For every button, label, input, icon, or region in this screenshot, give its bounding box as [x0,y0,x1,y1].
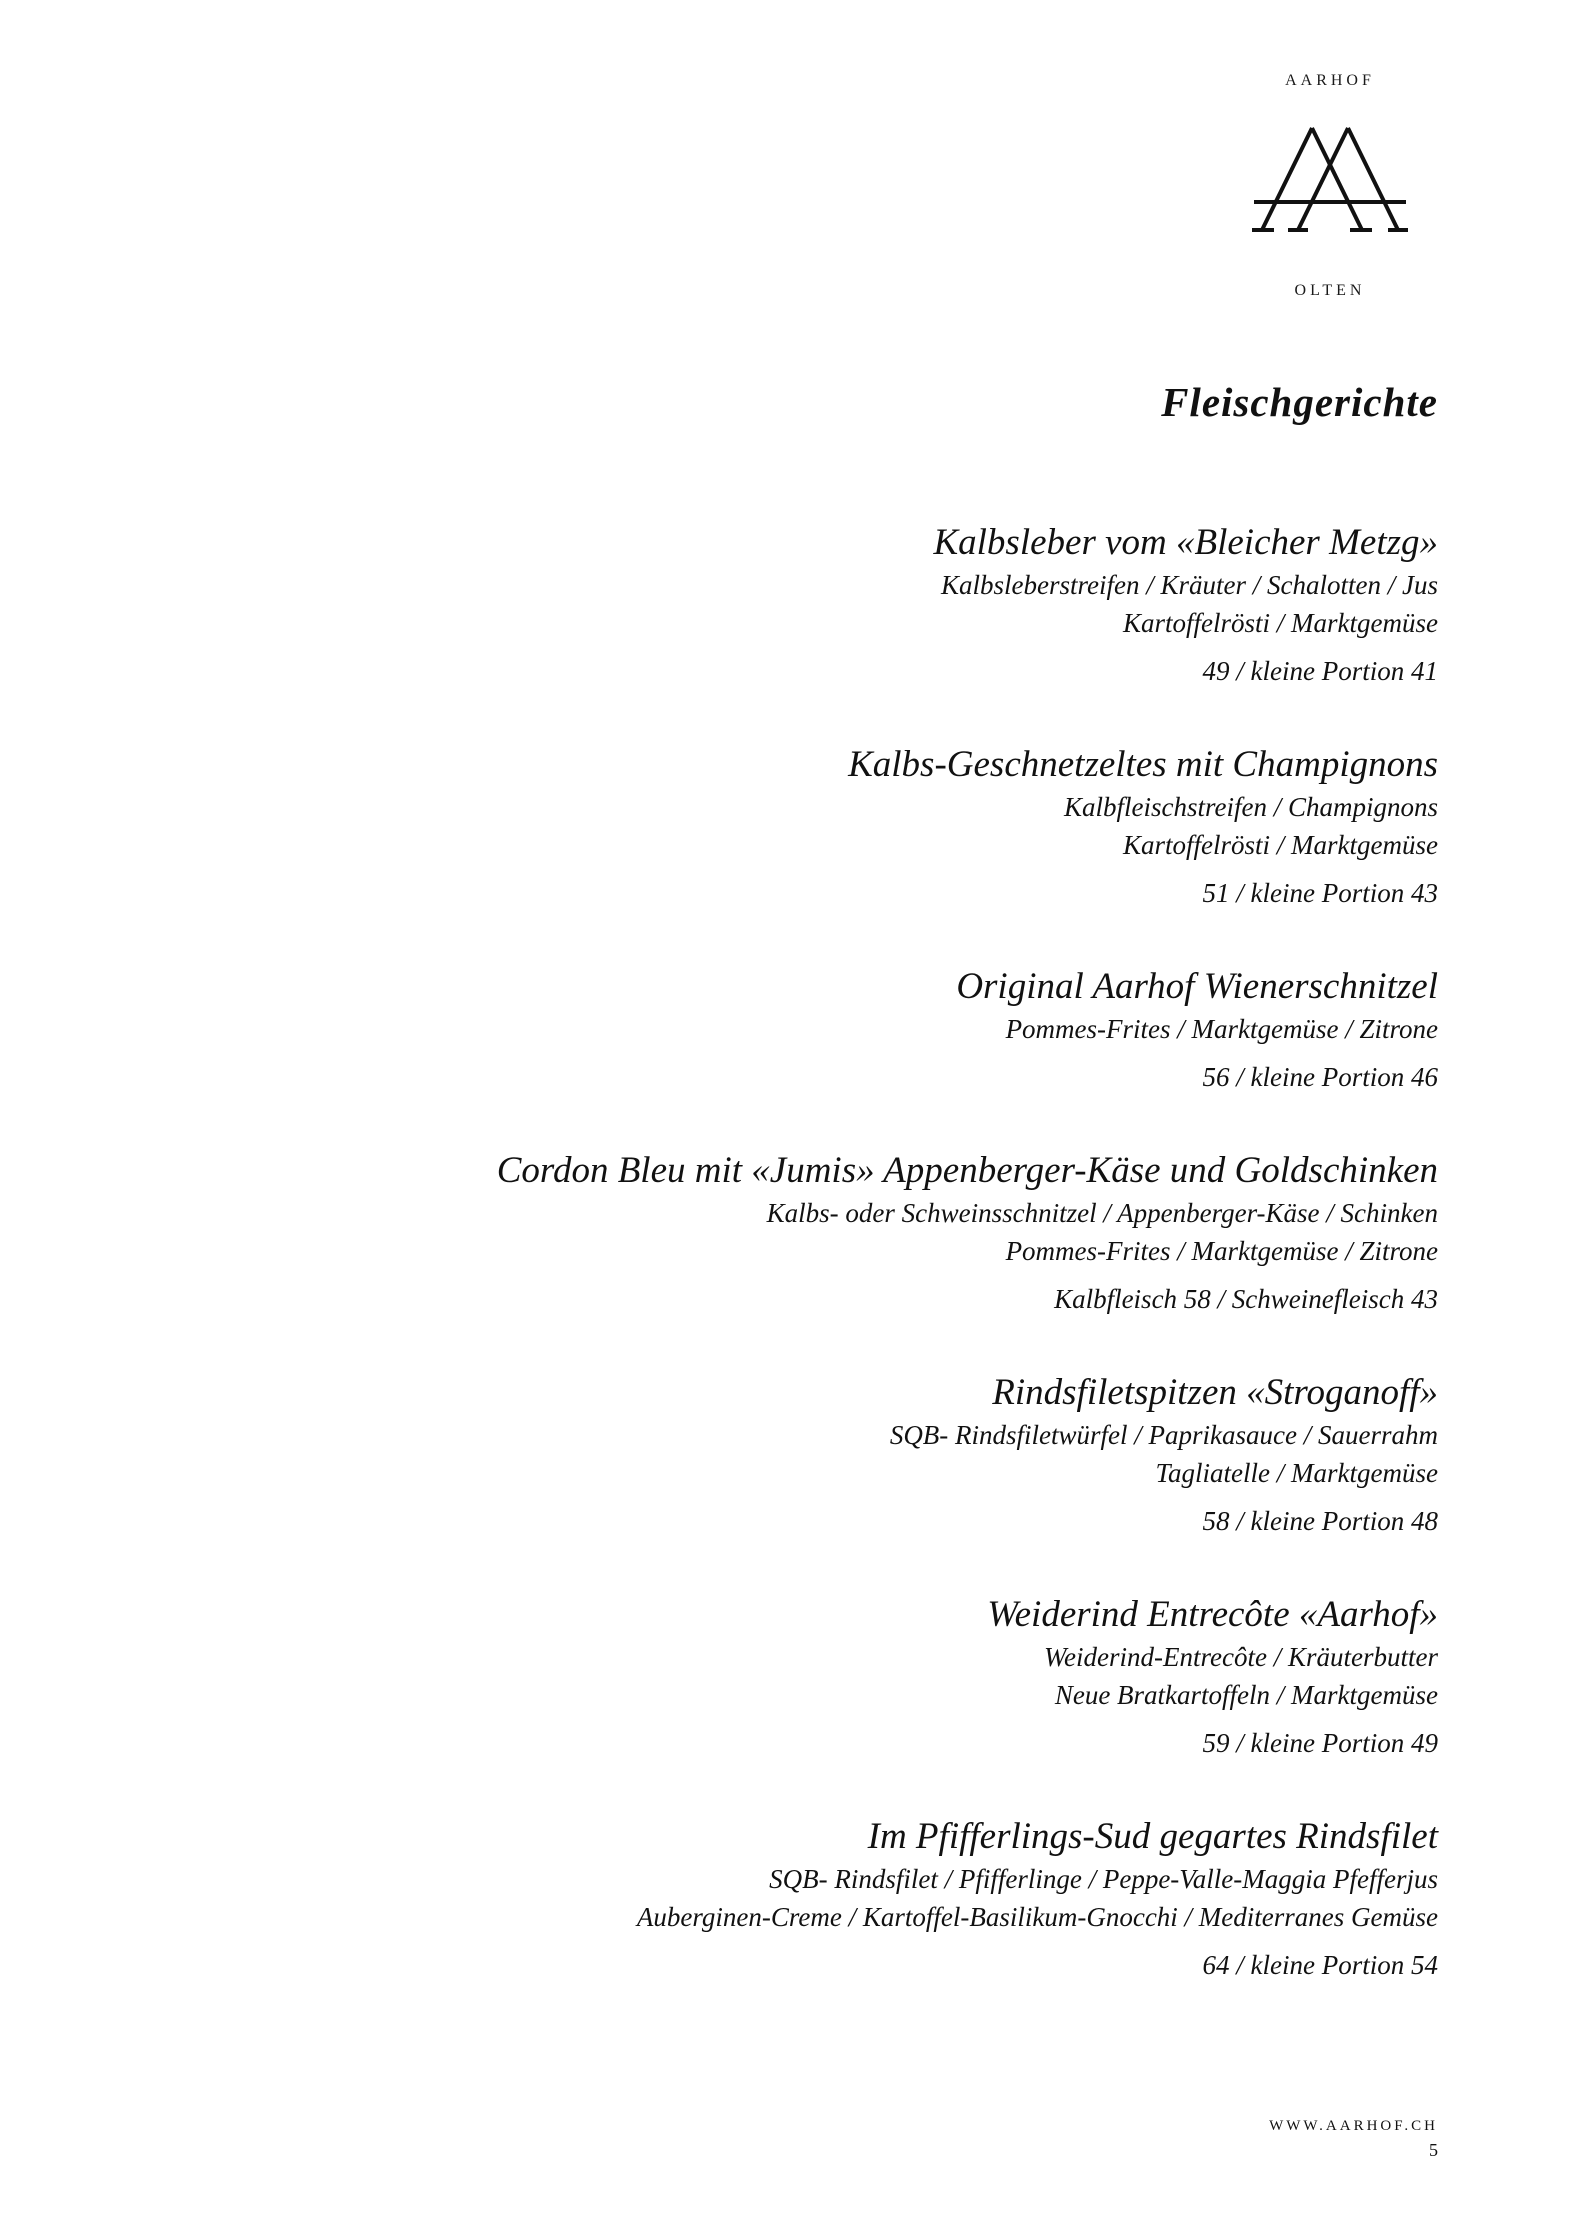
dish-price: 51 / kleine Portion 43 [1202,878,1438,908]
menu-list [138,520,1438,2036]
aarhof-monogram-icon [1250,120,1410,240]
dish-price: 56 / kleine Portion 46 [1202,1062,1438,1092]
dish-description: Kartoffelrösti / Marktgemüse [1123,830,1438,860]
menu-item [138,1370,1438,1540]
menu-item [138,742,1438,912]
dish-description: SQB- Rindsfilet / Pfifferlinge / Peppe-Valle-Maggia Pfefferjus [769,1864,1438,1894]
dish-price: Kalbfleisch 58 / Schweinefleisch 43 [1054,1284,1438,1314]
dish-description: SQB- Rindsfiletwürfel / Paprikasauce / Sauerrahm [889,1420,1438,1450]
dish-name: Cordon Bleu mit «Jumis» Appenberger-Käse und Goldschinken [496,1150,1438,1191]
dish-price: 58 / kleine Portion 48 [1202,1506,1438,1536]
brand-name: AARHOF [1285,72,1375,89]
footer-website-link[interactable]: WWW.AARHOF.CH [1269,2118,1438,2134]
dish-price: 49 / kleine Portion 41 [1202,656,1438,686]
dish-description: Neue Bratkartoffeln / Marktgemüse [1054,1680,1438,1710]
brand-city: OLTEN [1294,282,1366,299]
dish-price: 59 / kleine Portion 49 [1202,1728,1438,1758]
dish-name: Weiderind Entrecôte «Aarhof» [987,1594,1438,1635]
page-title: Fleischgerichte [1161,379,1438,425]
menu-item [138,1148,1438,1318]
dish-name: Original Aarhof Wienerschnitzel [956,966,1438,1007]
dish-description: Kartoffelrösti / Marktgemüse [1123,608,1438,638]
dish-price: 64 / kleine Portion 54 [1202,1950,1438,1980]
dish-name: Kalbs-Geschnetzeltes mit Champignons [848,744,1438,785]
dish-description: Pommes-Frites / Marktgemüse / Zitrone [1005,1014,1438,1044]
menu-item [138,1814,1438,1984]
dish-description: Weiderind-Entrecôte / Kräuterbutter [1044,1642,1438,1672]
menu-item [138,964,1438,1096]
menu-item [138,520,1438,690]
dish-description: Auberginen-Creme / Kartoffel-Basilikum-Gnocchi / Mediterranes Gemüse [636,1902,1438,1932]
dish-description: Kalbs- oder Schweinsschnitzel / Appenberger-Käse / Schinken [766,1198,1438,1228]
dish-name: Im Pfifferlings-Sud gegartes Rindsfilet [867,1816,1438,1857]
dish-name: Kalbsleber vom «Bleicher Metzg» [933,522,1438,563]
page-number: 5 [1429,2140,1438,2160]
dish-name: Rindsfiletspitzen «Stroganoff» [992,1372,1438,1413]
dish-description: Tagliatelle / Marktgemüse [1155,1458,1438,1488]
dish-description: Kalbfleischstreifen / Champignons [1064,792,1438,822]
brand-logo [1240,60,1420,310]
menu-item [138,1592,1438,1762]
dish-description: Pommes-Frites / Marktgemüse / Zitrone [1005,1236,1438,1266]
dish-description: Kalbsleberstreifen / Kräuter / Schalotten / Jus [941,570,1438,600]
